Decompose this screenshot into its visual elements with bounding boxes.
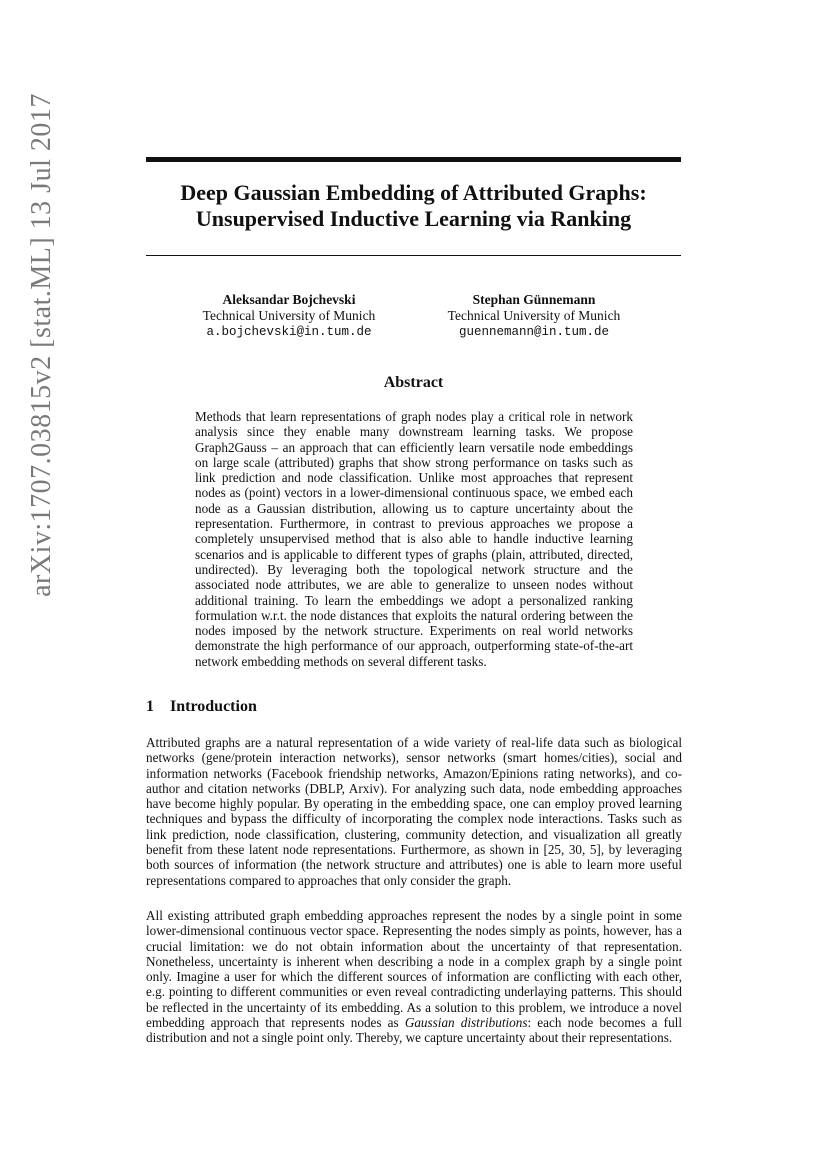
author-block-2 (432, 292, 636, 340)
author-email[interactable]: guennemann@in.tum.de (458, 325, 610, 339)
title-bottom-rule (146, 255, 681, 256)
para2-emphasis: Gaussian distributions (404, 1015, 528, 1031)
title-line-1: Deep Gaussian Embedding of Attributed Graphs: (180, 180, 647, 205)
section-number: 1 (146, 698, 154, 715)
author-affiliation: Technical University of Munich (447, 308, 621, 323)
title-line-2: Unsupervised Inductive Learning via Ranking (195, 206, 632, 231)
abstract-heading: Abstract (383, 374, 444, 391)
arxiv-side-stamp: arXiv:1707.03815v2 [stat.ML] 13 Jul 2017 (26, 93, 57, 597)
paper-title (146, 180, 681, 232)
author-email[interactable]: a.bojchevski@in.tum.de (206, 325, 372, 339)
author-affiliation: Technical University of Munich (202, 308, 376, 323)
author-name: Aleksandar Bojchevski (222, 292, 356, 307)
intro-paragraph-1: Attributed graphs are a natural representation of a wide variety of real-life data such as biological networks (gene/protein interaction networks), sensor networks (smart homes/cities), social and information networks (Facebook friendship networks, Amazon/Epinions rating networks), and co-author and citation networks (DBLP, Arxiv). For analyzing such data, node embedding approaches have become highly popular. By operating in the embedding space, one can employ proved learning techniques and bypass the difficulty of incorporating the complex node interactions. Tasks such as link prediction, node classification, clustering, community detection, and visualization all greatly benefit from these latent node representations. Furthermore, as shown in [25, 30, 5], by leveraging both sources of information (the network structure and attributes) one is able to learn more useful representations compared to approaches that only consider the graph. (146, 735, 682, 888)
section-title: Introduction (170, 698, 257, 715)
section-heading-introduction (146, 698, 257, 716)
intro-paragraph-2 (146, 908, 682, 1046)
abstract-text: Methods that learn representations of graph nodes play a critical role in network analysis since they enable many downstream learning tasks. We propose Graph2Gauss – an approach that can efficiently learn versatile node embeddings on large scale (attributed) graphs that show strong performance on tasks such as link prediction and node classification. Unlike most approaches that represent nodes as (point) vectors in a lower-dimensional continuous space, we embed each node as a Gaussian distribution, allowing us to capture uncertainty about the representation. Furthermore, in contrast to previous approaches we propose a completely unsupervised method that is also able to handle inductive learning scenarios and is applicable to different types of graphs (plain, attributed, directed, undirected). By leveraging both the topological network structure and the associated node attributes, we are able to generalize to unseen nodes without additional training. To learn the embeddings we adopt a personalized ranking formulation w.r.t. the node distances that exploits the natural ordering between the nodes imposed by the network structure. Experiments on real world networks demonstrate the high performance of our approach, outperforming state-of-the-art network embedding methods on several different tasks. (195, 409, 633, 669)
para2-text-after: : each node becomes a full distribution and not a single point only. Thereby, we capture uncertainty about their representations. (146, 1015, 682, 1046)
author-name: Stephan Günnemann (472, 292, 596, 307)
para2-text-before: All existing attributed graph embedding approaches represent the nodes by a single point in some lower-dimensional continuous vector space. Representing the nodes simply as points, however, has a crucial limitation: we do not obtain information about the uncertainty of that representation. Nonetheless, uncertainty is inherent when describing a node in a complex graph by a single point only. Imagine a user for which the different sources of information are conflicting with each other, e.g. pointing to different communities or even reveal contradicting underlaying patterns. This should be reflected in the uncertainty of its embedding. As a solution to this problem, we introduce a novel embedding approach that represents nodes as (146, 908, 682, 1031)
title-top-rule (146, 157, 681, 162)
author-block-1 (186, 292, 392, 340)
